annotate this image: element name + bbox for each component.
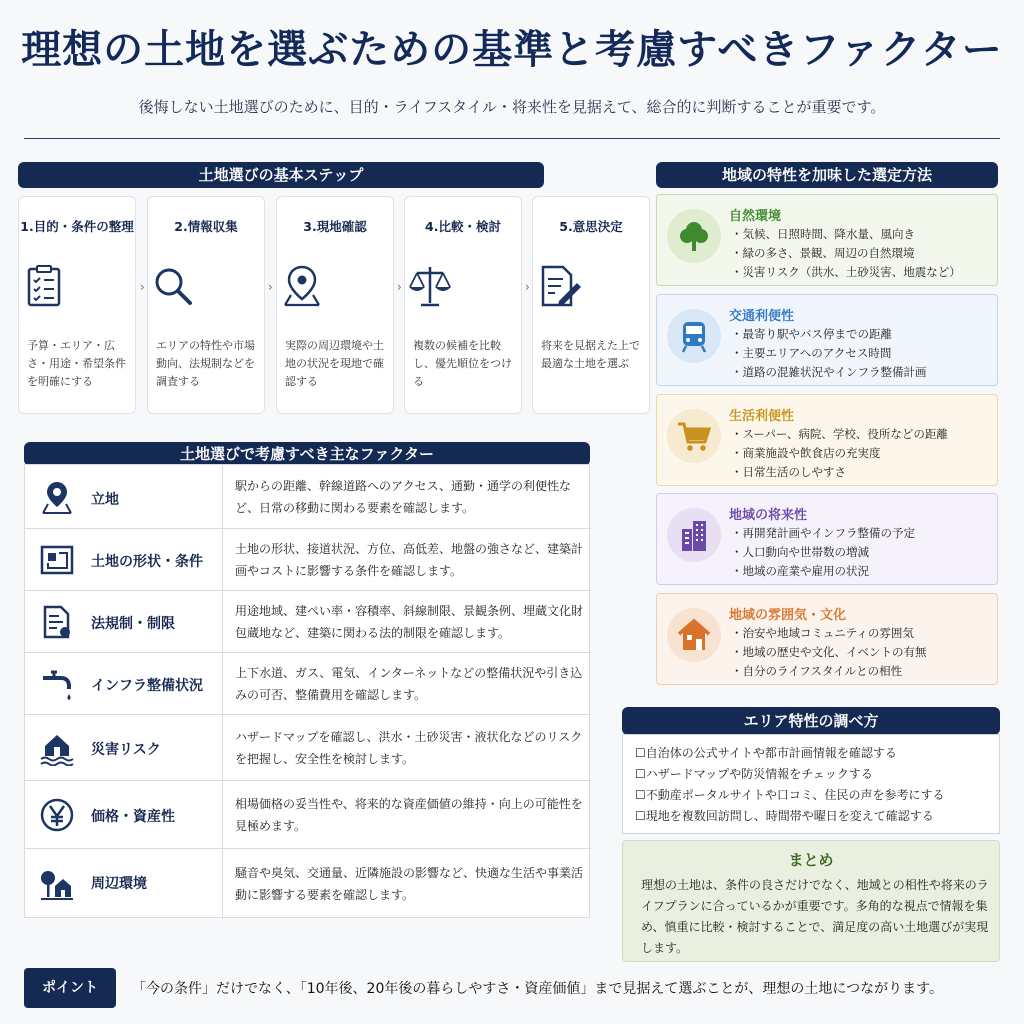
table-row: [25, 715, 591, 781]
region-card-culture: [656, 593, 998, 685]
regulation-document-icon: [39, 604, 75, 640]
table-row: [25, 529, 591, 591]
table-row: [25, 849, 591, 919]
checklist-item: ☐ ハザードマップや防災情報をチェックする: [635, 764, 944, 785]
yen-icon: [39, 797, 75, 833]
region-card-title: 地域の雰囲気・文化: [729, 608, 847, 623]
list-item: ・災害リスク（洪水、土砂災害、地震など）: [731, 265, 961, 279]
checklist-item: ☐ 自治体の公式サイトや都市計画情報を確認する: [635, 743, 944, 764]
faucet-icon: [39, 666, 75, 702]
list-item: ・スーパー、病院、学校、役所などの距離: [731, 427, 948, 441]
step-title: 4.比較・検討: [425, 219, 501, 234]
factor-name: 価格・資産性: [91, 809, 175, 825]
region-card-living: [656, 394, 998, 486]
shopping-cart-icon: [676, 418, 712, 454]
document-pen-icon: [533, 261, 583, 311]
region-card-list: [731, 624, 927, 681]
step-card: [276, 196, 394, 414]
summary-heading: まとめ: [788, 851, 834, 869]
point-text: 「今の条件」だけでなく、「10年後、20年後の暮らしやすさ・資産価値」まで見据えて選ぶことが、理想の土地につながります。: [132, 981, 943, 997]
factor-name: 法規制・制限: [91, 616, 175, 632]
buildings-icon: [676, 517, 712, 553]
summary-text: 理想の土地は、条件の良さだけでなく、地域との相性や将来のライフプランに合っているかが重要です。多角的な視点で情報を集め、慎重に比較・検討することで、満足度の高い土地選びが実現します。: [641, 878, 989, 955]
checklist-item: ☐ 不動産ポータルサイトや口コミ、住民の声を参考にする: [635, 785, 944, 806]
list-item: ・道路の混雑状況やインフラ整備計画: [731, 365, 927, 379]
list-item: ・緑の多さ、景観、周辺の自然環境: [731, 246, 915, 260]
list-item: ・地域の産業や雇用の状況: [731, 564, 869, 578]
map-pin-icon: [277, 261, 327, 311]
land-shape-icon: [39, 542, 75, 578]
factor-desc: 騒音や臭気、交通量、近隣施設の影響など、快適な生活や事業活動に影響する要素を確認します。: [235, 866, 584, 902]
step-title: 5.意思決定: [559, 219, 623, 234]
factors-table: [24, 464, 590, 918]
page-title: 理想の土地を選ぶための基準と考慮すべきファクター: [21, 26, 1003, 73]
step-title: 3.現地確認: [303, 219, 367, 234]
factor-name: 周辺環境: [91, 876, 147, 892]
factor-name: 災害リスク: [91, 742, 161, 758]
list-item: ・治安や地域コミュニティの雰囲気: [731, 626, 914, 640]
chevron-right-icon: ›: [268, 280, 273, 294]
list-item: ・人口動向や世帯数の増減: [731, 545, 869, 559]
magnifier-icon: [148, 261, 198, 311]
factor-desc: 用途地域、建ぺい率・容積率、斜線制限、景観条例、埋蔵文化財包蔵地など、建築に関わる法的制限を確認します。: [235, 604, 584, 640]
area-checklist: [622, 734, 1000, 834]
checklist-item: ☐ 現地を複数回訪問し、時間帯や曜日を変えて確認する: [635, 806, 944, 827]
region-card-future: [656, 493, 998, 585]
page-subtitle: 後悔しない土地選びのために、目的・ライフスタイル・将来性を見据えて、総合的に判断することが重要です。: [138, 98, 886, 116]
train-icon: [676, 318, 712, 354]
flood-house-icon: [39, 730, 75, 766]
region-card-title: 交通利便性: [729, 309, 795, 324]
step-desc: エリアの特性や市場動向、法規制などを調査する: [156, 339, 255, 388]
step-desc: 実際の周辺環境や土地の状況を現地で確認する: [285, 339, 384, 388]
table-row: [25, 781, 591, 849]
steps-heading: 土地選びの基本ステップ: [18, 162, 544, 188]
factor-name: 土地の形状・条件: [91, 554, 203, 570]
factor-desc: 相場価格の妥当性や、将来的な資産価値の維持・向上の可能性を見極めます。: [235, 797, 583, 833]
factor-desc: 上下水道、ガス、電気、インターネットなどの整備状況や引き込みの可否、整備費用を確認します。: [235, 666, 583, 702]
list-item: ・最寄り駅やバス停までの距離: [731, 327, 892, 341]
region-heading: 地域の特性を加味した選定方法: [656, 162, 998, 188]
list-item: ・自分のライフスタイルとの相性: [731, 664, 903, 678]
trees-house-icon: [39, 866, 75, 902]
step-card: [532, 196, 650, 414]
list-item: ・地域の歴史や文化、イベントの有無: [731, 645, 927, 659]
factor-desc: 駅からの距離、幹線道路へのアクセス、通勤・通学の利便性など、日常の移動に関わる要素を確認します。: [235, 479, 572, 515]
step-card: [404, 196, 522, 414]
list-item: ・気候、日照時間、降水量、風向き: [731, 227, 915, 241]
scale-icon: [405, 261, 455, 311]
chevron-right-icon: ›: [397, 280, 402, 294]
area-heading: エリア特性の調べ方: [622, 707, 1000, 735]
list-item: ・再開発計画やインフラ整備の予定: [731, 526, 915, 540]
table-row: [25, 653, 591, 715]
factor-desc: 土地の形状、接道状況、方位、高低差、地盤の強さなど、建築計画やコストに影響する条件を確認します。: [235, 542, 584, 578]
checklist-icon: [19, 261, 69, 311]
step-desc: 複数の候補を比較し、優先順位をつける: [413, 339, 512, 388]
step-desc: 予算・エリア・広さ・用途・希望条件を明確にする: [27, 339, 126, 388]
region-card-title: 生活利便性: [729, 409, 795, 424]
step-desc: 将来を見据えた上で最適な土地を選ぶ: [541, 339, 640, 370]
divider: [24, 138, 1000, 139]
chevron-right-icon: ›: [525, 280, 530, 294]
factor-name: 立地: [91, 492, 119, 508]
table-row: [25, 591, 591, 653]
factors-heading: 土地選びで考慮すべき主なファクター: [24, 442, 590, 466]
region-card-list: [731, 325, 927, 382]
region-card-list: [731, 425, 948, 482]
step-title: 1.目的・条件の整理: [20, 219, 134, 234]
region-card-list: [731, 225, 961, 282]
chevron-right-icon: ›: [140, 280, 145, 294]
point-badge: ポイント: [24, 968, 116, 1008]
table-row: [25, 465, 591, 529]
step-card: [147, 196, 265, 414]
region-card-transport: [656, 294, 998, 386]
location-icon: [39, 479, 75, 515]
region-card-title: 地域の将来性: [729, 508, 808, 523]
summary-box: [622, 840, 1000, 962]
list-item: ・商業施設や飲食店の充実度: [731, 446, 881, 460]
home-icon: [676, 617, 712, 653]
list-item: ・日常生活のしやすさ: [731, 465, 846, 479]
factor-desc: ハザードマップを確認し、洪水・土砂災害・液状化などのリスクを把握し、安全性を検討します。: [235, 730, 583, 766]
factor-name: インフラ整備状況: [91, 678, 203, 694]
region-card-title: 自然環境: [729, 209, 782, 224]
tree-icon: [676, 218, 712, 254]
region-card-list: [731, 524, 915, 581]
list-item: ・主要エリアへのアクセス時間: [731, 346, 892, 360]
step-card: [18, 196, 136, 414]
step-title: 2.情報収集: [174, 219, 238, 234]
region-card-nature: [656, 194, 998, 286]
